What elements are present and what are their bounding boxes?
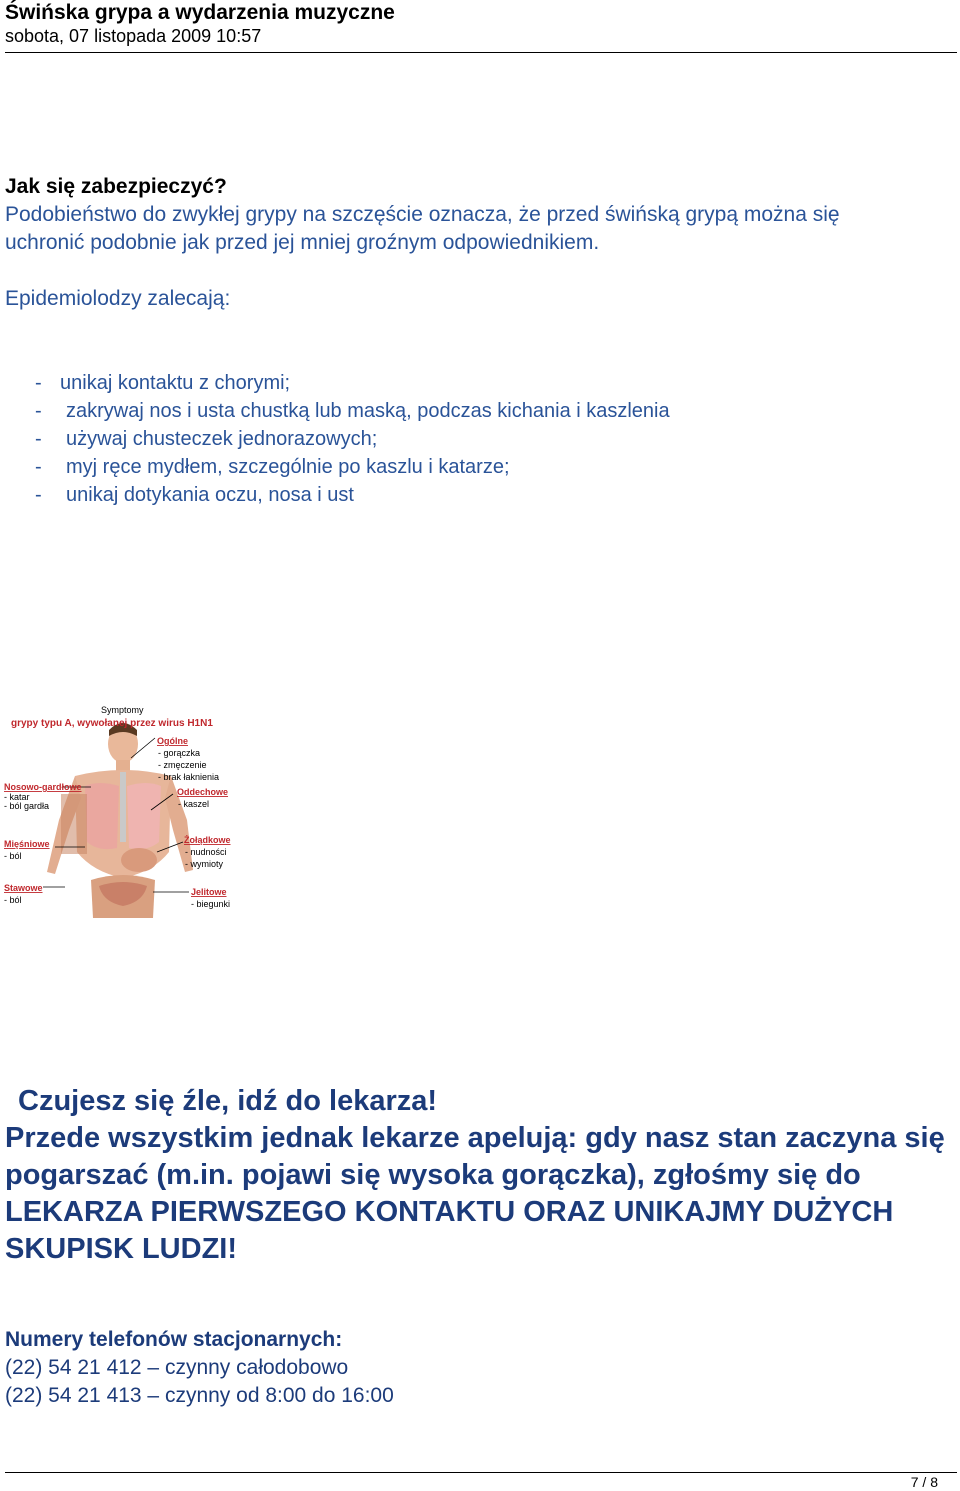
label-stomach-1: - nudności — [185, 847, 227, 857]
footer-divider — [5, 1472, 957, 1473]
label-general-2: - zmęczenie — [158, 760, 207, 770]
label-general-3: - brak łaknienia — [158, 772, 220, 782]
label-stomach: Żołądkowe — [184, 835, 231, 845]
phone-line-1: (22) 54 21 412 – czynny całodobowo — [5, 1356, 349, 1379]
phone-line-2: (22) 54 21 413 – czynny od 8:00 do 16:00 — [5, 1384, 394, 1407]
label-intestinal: Jelitowe — [191, 887, 227, 897]
list-item: - unikaj dotykania oczu, nosa i ust — [35, 484, 354, 506]
callout-body: Przede wszystkim jednak lekarze apelują: gdy nasz stan zaczyna się pogarszać (m.in. pojawi się wysoka gorączka), zgłośmy się do LEKARZA PIERWSZEGO KONTAKTU ORAZ UNIKAJMY DUŻYCH SKUPISK LUDZI! — [5, 1122, 945, 1265]
label-nasal-1: - katar — [4, 792, 30, 802]
label-general-1: - gorączka — [158, 748, 201, 758]
label-nasal-2: - ból gardła — [4, 801, 50, 811]
symptoms-illustration — [3, 702, 239, 918]
callout-heading: Czujesz się źle, idź do lekarza! — [18, 1085, 438, 1117]
list-item: - myj ręce mydłem, szczególnie po kaszlu i katarze; — [35, 456, 510, 478]
list-item: - używaj chusteczek jednorazowych; — [35, 428, 378, 450]
figure-title: grypy typu A, wywołanej przez wirus H1N1 — [11, 718, 213, 729]
label-muscle: Mięśniowe — [4, 839, 50, 849]
intro-line-1: Podobieństwo do zwykłej grypy na szczęście oznacza, że przed świńską grypą można się — [5, 203, 840, 226]
document-title: Świńska grypa a wydarzenia muzyczne — [5, 1, 395, 24]
section-heading: Jak się zabezpieczyć? — [5, 175, 227, 198]
label-muscle-1: - ból — [4, 851, 22, 861]
label-nasal: Nosowo-gardłowe — [4, 782, 82, 792]
label-respiratory-1: - kaszel — [178, 799, 210, 809]
label-joint: Stawowe — [4, 883, 43, 893]
label-stomach-2: - wymioty — [185, 859, 223, 869]
recommend-heading: Epidemiolodzy zalecają: — [5, 287, 231, 310]
label-general: Ogólne — [157, 736, 188, 746]
label-respiratory: Oddechowe — [177, 787, 229, 797]
list-item: - unikaj kontaktu z chorymi; — [35, 372, 291, 394]
intro-line-2: uchronić podobnie jak przed jej mniej groźnym odpowiednikiem. — [5, 231, 600, 254]
phones-heading: Numery telefonów stacjonarnych: — [5, 1328, 343, 1351]
label-joint-1: - ból — [4, 895, 22, 905]
page-number: 7 / 8 — [910, 1474, 938, 1490]
list-item: - zakrywaj nos i usta chustką lub maską, podczas kichania i kaszlenia — [35, 400, 670, 422]
header-divider — [5, 52, 957, 53]
figure-subtitle: Symptomy — [101, 705, 144, 715]
document-date: sobota, 07 listopada 2009 10:57 — [5, 26, 262, 46]
label-intestinal-1: - biegunki — [191, 899, 231, 909]
